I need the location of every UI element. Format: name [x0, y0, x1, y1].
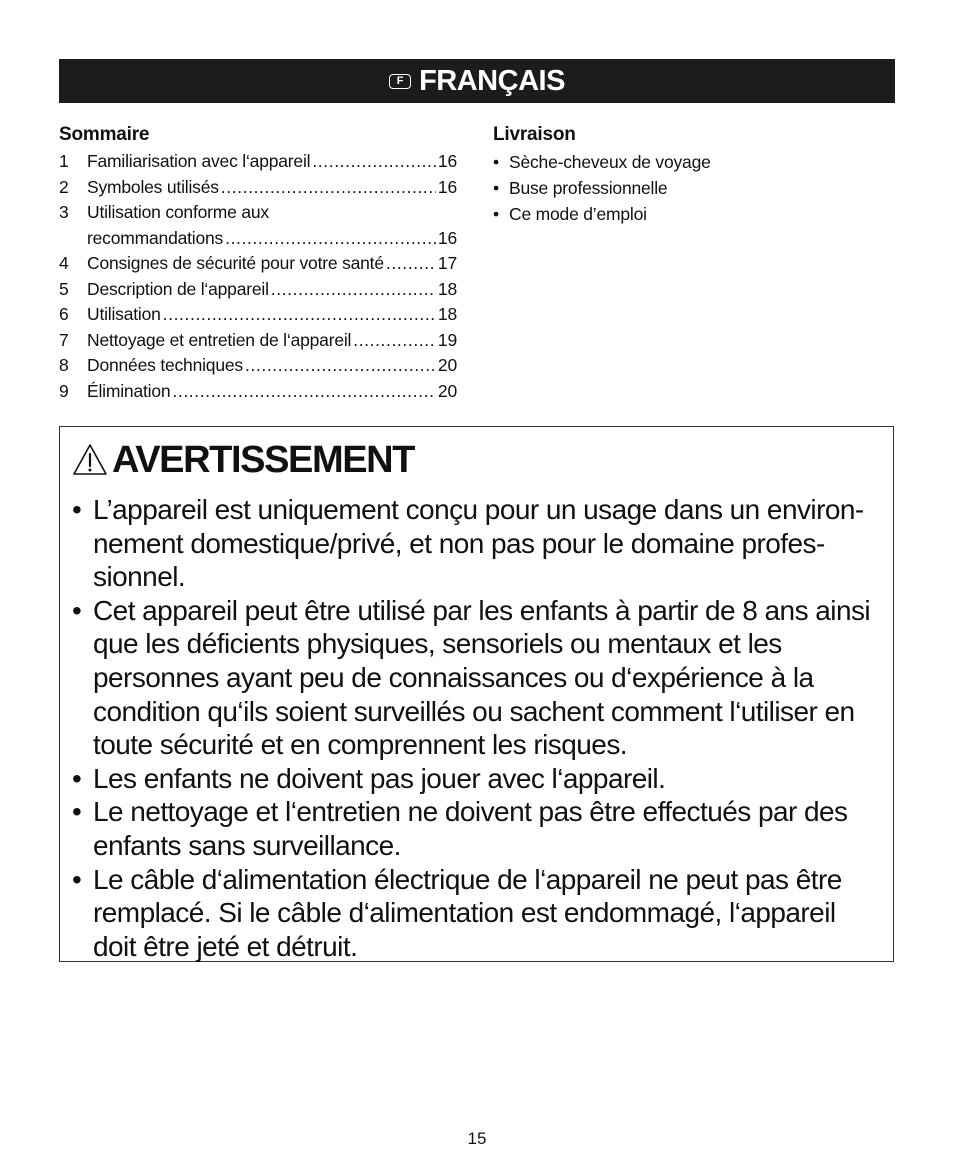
toc-leader-dots [245, 353, 436, 379]
delivery-heading: Livraison [493, 124, 576, 145]
toc-item-title: Utilisation conforme aux [87, 202, 269, 222]
toc-item-continuation[interactable] [59, 226, 457, 252]
delivery-item-text: Buse professionnelle [509, 178, 668, 198]
delivery-item-text: Sèche-cheveux de voyage [509, 152, 711, 172]
warning-item-text: Cet appareil peut être utilisé par les enfants à partir de 8 ans ainsi que les déficients physiques, sensoriels ou mentaux et les personnes ayant peu de connaissances ou d‘expérience à la condition qu‘ils soient surveillés ou sachent comment l‘utiliser en toute sécurité et en comprennent les risques. [93, 594, 871, 761]
delivery-item-text: Ce mode d’emploi [509, 204, 647, 224]
toc-item-page: 18 [437, 304, 457, 324]
delivery-contents [493, 123, 873, 227]
toc-leader-dots [163, 302, 436, 328]
toc-item[interactable] [59, 353, 457, 379]
toc-item[interactable] [59, 200, 457, 226]
list-item [72, 795, 881, 862]
toc-item-page: 18 [437, 278, 457, 299]
toc-item-title: Symboles utilisés [87, 176, 219, 197]
toc-item[interactable] [59, 251, 457, 277]
toc-heading: Sommaire [59, 124, 150, 145]
bullet: • [72, 796, 82, 828]
toc-item-title: Nettoyage et entretien de l‘appareil [87, 329, 352, 350]
toc-leader-dots [271, 277, 436, 303]
bullet: • [493, 178, 499, 198]
language-header-bar [59, 59, 895, 103]
bullet: • [493, 152, 499, 172]
language-badge: F [389, 74, 411, 89]
page-number: 15 [467, 1129, 487, 1148]
toc-item-number: 9 [59, 380, 69, 401]
bullet: • [493, 204, 499, 224]
toc-item-page: 16 [437, 227, 457, 248]
toc-item[interactable] [59, 328, 457, 354]
toc-item-title: Familiarisation avec l‘appareil [87, 151, 311, 171]
bullet: • [72, 494, 82, 525]
list-item [72, 863, 881, 964]
toc-leader-dots [312, 149, 436, 175]
toc-leader-dots [225, 226, 436, 252]
language-title: FRANÇAIS [419, 64, 565, 97]
toc-item-title: Consignes de sécurité pour votre santé [87, 253, 384, 273]
toc-item-page: 17 [437, 253, 457, 273]
warning-header [72, 437, 881, 483]
toc-item-number: 8 [59, 355, 69, 375]
bullet: • [72, 863, 82, 895]
toc-item-number: 3 [59, 202, 69, 222]
bullet: • [72, 762, 82, 794]
toc-item-page: 20 [437, 355, 457, 375]
toc-item-number: 5 [59, 278, 69, 299]
toc-item-number: 1 [59, 151, 69, 171]
list-item [493, 175, 873, 201]
toc-item-page: 19 [437, 329, 457, 350]
toc-item-number: 4 [59, 253, 69, 273]
table-of-contents [59, 123, 457, 404]
list-item [72, 594, 881, 762]
toc-leader-dots [386, 251, 436, 277]
toc-leader-dots [221, 175, 436, 201]
warning-item-text: Le câble d‘alimentation électrique de l‘appareil ne peut pas être remplacé. Si le câble d‘alimentation est endommagé, l‘appareil doit être jeté et détruit. [93, 863, 842, 962]
warning-item-text: L’appareil est uniquement conçu pour un usage dans un environnement domestique/privé, et non pas pour le domaine professionnel. [93, 494, 865, 593]
toc-item-number: 7 [59, 329, 69, 350]
toc-leader-dots [172, 379, 436, 405]
toc-item[interactable] [59, 175, 457, 201]
toc-item-title: Élimination [87, 380, 171, 401]
warning-item-text: Le nettoyage et l‘entretien ne doivent pas être effectués par des enfants sans surveillance. [93, 796, 848, 861]
toc-item-title: Description de l‘appareil [87, 278, 269, 299]
toc-item-number: 6 [59, 304, 69, 324]
bullet: • [72, 594, 82, 626]
list-item [72, 493, 881, 594]
list-item [493, 201, 873, 227]
toc-item-title: Données techniques [87, 355, 243, 375]
toc-item-title: Utilisation [87, 304, 161, 324]
toc-item[interactable] [59, 149, 457, 175]
warning-triangle-icon [72, 443, 108, 477]
toc-item[interactable] [59, 277, 457, 303]
toc-leader-dots [353, 328, 436, 354]
warning-list [72, 493, 881, 963]
warning-box [59, 426, 894, 962]
toc-item[interactable] [59, 379, 457, 405]
toc-item[interactable] [59, 302, 457, 328]
warning-item-text: Les enfants ne doivent pas jouer avec l‘appareil. [93, 762, 666, 794]
toc-item-page: 16 [437, 151, 457, 171]
warning-title: AVERTISSEMENT [112, 438, 415, 481]
toc-item-page: 20 [437, 380, 457, 401]
toc-item-number: 2 [59, 176, 69, 197]
toc-item-page: 16 [437, 176, 457, 197]
list-item [72, 762, 881, 796]
toc-item-title: recommandations [87, 227, 224, 248]
list-item [493, 149, 873, 175]
